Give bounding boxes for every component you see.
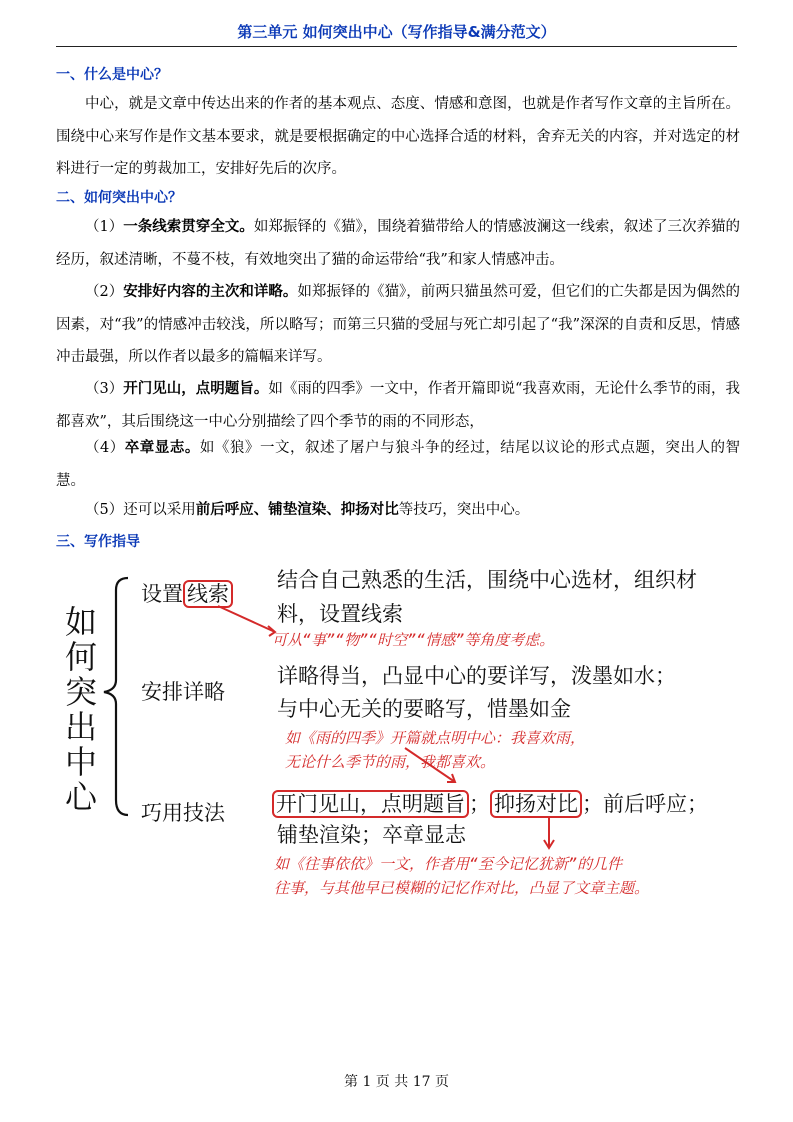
branch3-boxed2: 抑扬对比	[490, 790, 582, 818]
item-heading: 安排好内容的主次和详略。	[123, 284, 298, 300]
branch1-label	[141, 578, 233, 608]
item-text: 等技巧，突出中心。	[398, 502, 530, 518]
diagram-main-title	[62, 605, 100, 815]
arrow-1	[218, 606, 275, 632]
branch3-note1: 如《往事依依》一文，作者用“至今记忆犹新”的几件	[274, 855, 623, 873]
main-char: 中	[64, 743, 97, 781]
main-char: 突	[64, 673, 97, 711]
branch3-line1	[272, 787, 708, 821]
branch3-note2: 往事，与其他早已模糊的记忆作对比，凸显了文章主题。	[274, 879, 650, 897]
branch3-line2: 铺垫渲染；卒章显志	[277, 823, 466, 847]
item-number: （4）	[85, 440, 125, 456]
section1-title: 一、什么是中心？	[56, 67, 168, 83]
branch2-text1: 详略得当，凸显中心的要详写，泼墨如水；	[277, 664, 676, 688]
branch3-label: 巧用技法	[141, 801, 225, 825]
branch2-note2: 无论什么季节的雨，我都喜欢。	[285, 753, 496, 771]
branch1-label-pre: 设置	[141, 582, 183, 606]
branch2-note1: 如《雨的四季》开篇就点明中心：我喜欢雨，	[285, 729, 586, 747]
branch3-sep: ；	[469, 792, 490, 816]
item-heading: 一条线索贯穿全文。	[123, 219, 254, 235]
page-header-title: 第三单元 如何突出中心（写作指导&满分范文）	[56, 18, 737, 47]
item-number: （3）	[85, 381, 124, 397]
item-number: （5）	[85, 502, 124, 518]
item-pre: 还可以采用	[123, 502, 196, 518]
item-text: 如郑振铎的《猫》，前两只猫虽然可爱，但它们的亡失都是因为偶然的因素，对“我”的情感冲击较浅，所以略写；而第三只猫的受屈与死亡却引起了“我”深深的自责和反思，情感冲击最强，所以作者以最多的篇幅来详写。	[56, 284, 740, 365]
curly-brace	[104, 578, 128, 815]
branch2-text2: 与中心无关的要略写，惜墨如金	[277, 697, 571, 721]
branch2-label: 安排详略	[141, 680, 225, 704]
item-text: 如郑振铎的《猫》，围绕着猫带给人的情感波澜这一线索，叙述了三次养猫的经历，叙述清晰，不蔓不枝，有效地突出了猫的命运带给“我”和家人情感冲击。	[56, 219, 741, 268]
branch1-label-boxed: 线索	[183, 580, 233, 608]
main-char: 如	[64, 603, 97, 641]
item-heading: 开门见山，点明题旨。	[123, 381, 269, 397]
item-number: （1）	[85, 219, 124, 235]
item-text: 如《雨的四季》一文中，作者开篇即说“我喜欢雨，无论什么季节的雨，我都喜欢”，其后围绕这一中心分别描绘了四个季节的雨的不同形态，	[56, 381, 740, 430]
item-heading: 卒章显志。	[124, 440, 200, 456]
main-char: 何	[64, 638, 97, 676]
branch1-text: 结合自己熟悉的生活，围绕中心选材，组织材料，设置线索	[277, 568, 697, 626]
section1-paragraph: 中心，就是文章中传达出来的作者的基本观点、态度、情感和意图，也就是作者写作文章的主旨所在。围绕中心来写作是作文基本要求，就是要根据确定的中心选择合适的材料，舍弃无关的内容，并对选定的材料进行一定的剪裁加工，安排好先后的次序。	[56, 96, 740, 177]
branch3-rest: ；前后呼应；	[582, 792, 708, 816]
item-number: （2）	[85, 284, 124, 300]
main-char: 出	[64, 708, 97, 746]
item-text: 如《狼》一文，叙述了屠户与狼斗争的经过，结尾以议论的形式点题，突出人的智慧。	[56, 440, 740, 489]
branch3-boxed1: 开门见山，点明题旨	[272, 790, 469, 818]
section2-title: 二、如何突出中心？	[56, 190, 182, 206]
main-char: 心	[64, 778, 97, 816]
page-footer: 第 1 页 共 17 页	[344, 1074, 449, 1090]
item-heading: 前后呼应、铺垫渲染、抑扬对比	[195, 502, 399, 518]
branch1-note: 可从“事”“物”“时空”“情感”等角度考虑。	[272, 631, 555, 649]
section3-title: 三、写作指导	[56, 534, 140, 550]
